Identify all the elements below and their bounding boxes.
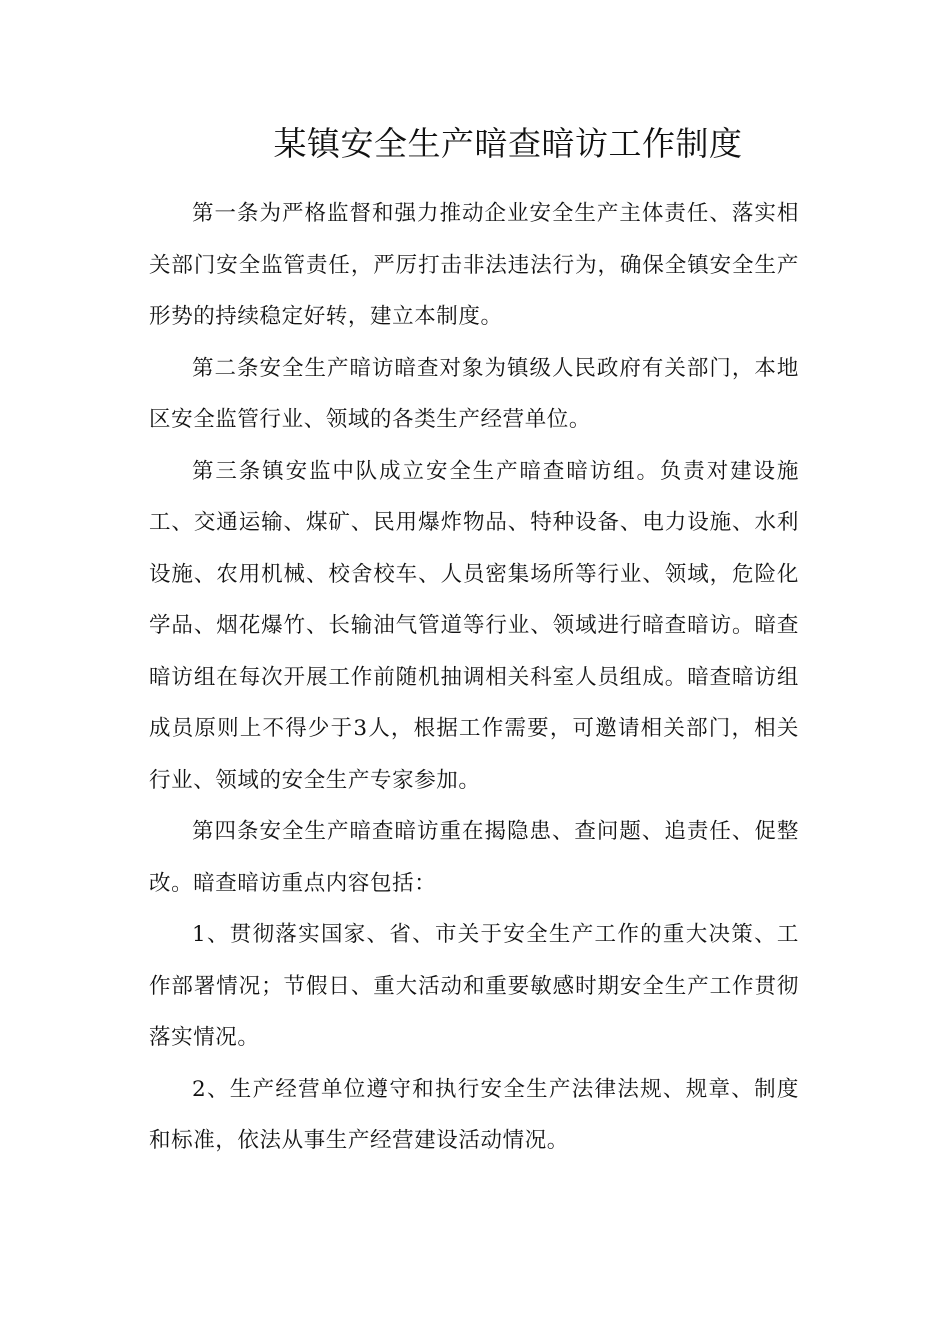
paragraph-article-2: 第二条安全生产暗访暗查对象为镇级人民政府有关部门，本地区安全监管行业、领域的各类生产经营单位。 xyxy=(149,355,799,432)
paragraph-item-2: 2、生产经营单位遵守和执行安全生产法律法规、规章、制度和标准，依法从事生产经营建设活动情况。 xyxy=(149,1076,799,1153)
paragraph-article-4: 第四条安全生产暗查暗访重在揭隐患、查问题、追责任、促整改。暗查暗访重点内容包括： xyxy=(149,819,799,896)
paragraph-article-3: 第三条镇安监中队成立安全生产暗查暗访组。负责对建设施工、交通运输、煤矿、民用爆炸物品、特种设备、电力设施、水利设施、农用机械、校舍校车、人员密集场所等行业、领域，危险化学品、烟花爆竹、长输油气管道等行业、领域进行暗查暗访。暗查暗访组在每次开展工作前随机抽调相关科室人员组成。暗查暗访组成员原则上不得少于3人，根据工作需要，可邀请相关部门，相关行业、领域的安全生产专家参加。 xyxy=(149,458,799,793)
paragraph-article-1: 第一条为严格监督和强力推动企业安全生产主体责任、落实相关部门安全监管责任，严厉打击非法违法行为，确保全镇安全生产形势的持续稳定好转，建立本制度。 xyxy=(149,201,799,329)
paragraph-item-1: 1、贯彻落实国家、省、市关于安全生产工作的重大决策、工作部署情况；节假日、重大活动和重要敏感时期安全生产工作贯彻落实情况。 xyxy=(149,922,799,1050)
document-body xyxy=(149,188,799,1167)
document-title: 某镇安全生产暗查暗访工作制度 xyxy=(273,124,743,163)
